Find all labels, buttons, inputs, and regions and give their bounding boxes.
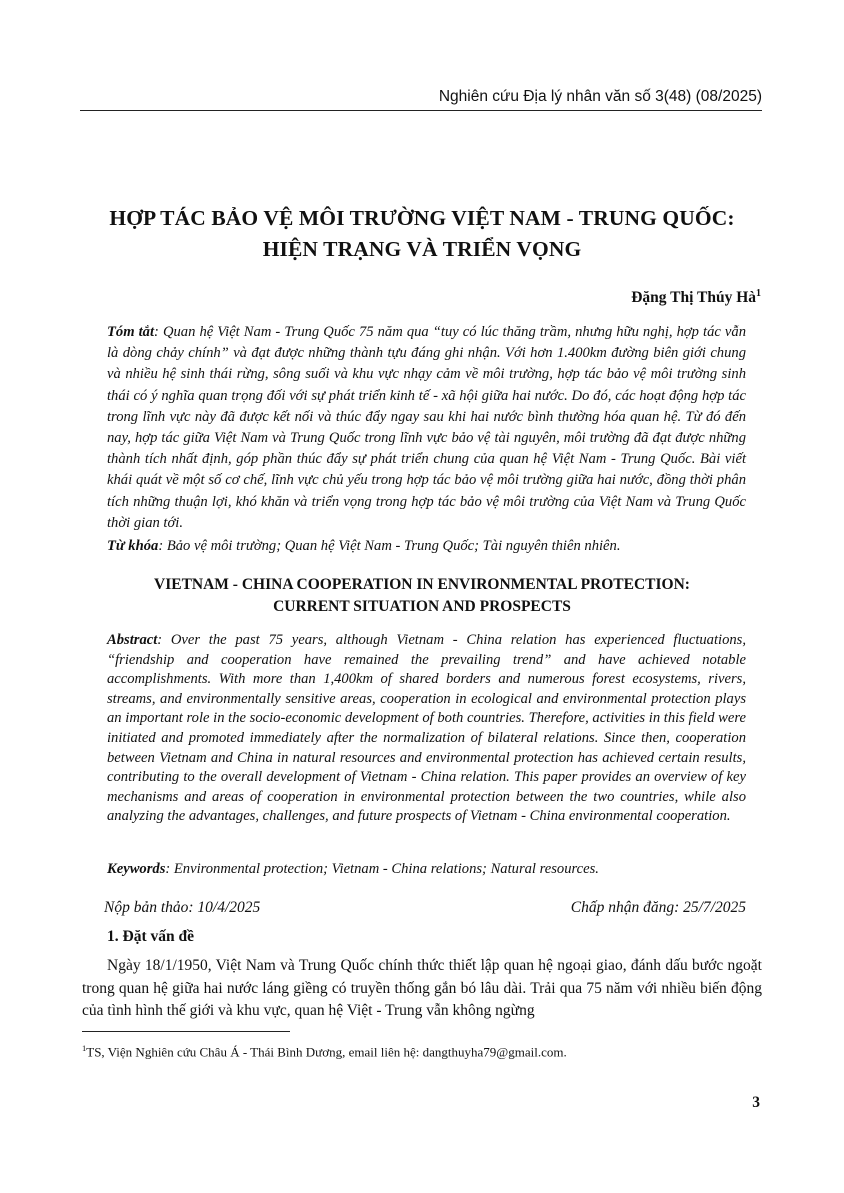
author-byline [631, 288, 761, 307]
keywords-en-text: : Environmental protection; Vietnam - China relations; Natural resources. [165, 861, 599, 877]
abstract-english [107, 631, 746, 827]
keywords-en-label: Keywords [107, 861, 166, 877]
title-vi-line-1: HỢP TÁC BẢO VỆ MÔI TRƯỜNG VIỆT NAM - TRUNG QUỐC: [109, 206, 735, 230]
keywords-vietnamese [107, 538, 746, 555]
abstract-en-label: Abstract [107, 632, 158, 648]
keywords-vi-label: Từ khóa [107, 538, 159, 554]
footnote-text: TS, Viện Nghiên cứu Châu Á - Thái Bình Dương, email liên hệ: dangthuyha79@gmail.com. [86, 1044, 567, 1060]
title-en-line-2: CURRENT SITUATION AND PROSPECTS [273, 598, 571, 615]
footnote [82, 1043, 567, 1060]
submitted-date: Nộp bản thảo: 10/4/2025 [104, 899, 261, 916]
keywords-english [107, 861, 746, 878]
article-title-english [60, 574, 784, 618]
journal-header [80, 88, 762, 111]
title-en-line-1: VIETNAM - CHINA COOPERATION IN ENVIRONMENTAL PROTECTION: [154, 576, 690, 593]
title-vi-line-2: HIỆN TRẠNG VÀ TRIỂN VỌNG [262, 237, 582, 261]
footnote-divider [82, 1031, 290, 1032]
abstract-en-text: : Over the past 75 years, although Vietnam - China relation has experienced fluctuations, “friendship and cooperation have remained the prevailing trend” and have achieved notable accomplishments. With more than 1,400km of shared borders and numerous forest ecosystems, rivers, streams, and environmentally sensitive areas, cooperation in ecological and environmental protection plays an important role in the socio-economic development of both countries. Therefore, activities in this field were initiated and promoted immediately after the normalization of bilateral relations. Since then, cooperation between Vietnam and China in natural resources and environmental protection has achieved certain results, contributing to the overall development of Vietnam - China relation. This paper provides an overview of key mechanisms and areas of cooperation in environmental protection between the two countries, while also analyzing the advantages, challenges, and future prospects of Vietnam - China environmental cooperation. [107, 632, 746, 825]
abstract-vi-text: : Quan hệ Việt Nam - Trung Quốc 75 năm qua “tuy có lúc thăng trầm, nhưng hữu nghị, hợp tác vẫn là dòng chảy chính” và đạt được những thành tựu đáng ghi nhận. Với hơn 1.400km đường biên giới chung và nhiều hệ sinh thái rừng, sông suối và khu vực nhạy cảm về môi trường, hợp tác bảo vệ môi trường sinh thái có ý nghĩa quan trọng đối với sự phát triển kinh tế - xã hội giữa hai nước. Do đó, các hoạt động hợp tác trong lĩnh vực này đã được kết nối và thúc đẩy ngay sau khi hai nước bình thường hóa quan hệ. Từ đó đến nay, hợp tác giữa Việt Nam và Trung Quốc trong lĩnh vực bảo vệ tài nguyên, môi trường đã đạt được những thành tích nhất định, góp phần thúc đẩy sự phát triển chung của quan hệ Việt Nam - Trung Quốc. Bài viết khái quát về một số cơ chế, lĩnh vực chủ yếu trong hợp tác bảo vệ môi trường giữa hai nước, đồng thời phân tích những thuận lợi, khó khăn và triển vọng trong hợp tác bảo vệ môi trường của Việt Nam và Trung Quốc thời gian tới. [107, 324, 746, 531]
submission-dates [104, 899, 746, 917]
journal-issue: Nghiên cứu Địa lý nhân văn số 3(48) (08/2025) [438, 88, 762, 105]
body-paragraph: Ngày 18/1/1950, Việt Nam và Trung Quốc chính thức thiết lập quan hệ ngoại giao, đánh dấu bước ngoặt trong quan hệ giữa hai nước láng giềng có truyền thống gắn bó lâu dài. Trải qua 75 năm với nhiều biến động của tình hình thế giới và khu vực, quan hệ Việt - Trung vẫn không ngừng [82, 957, 762, 1019]
accepted-date: Chấp nhận đăng: 25/7/2025 [570, 899, 746, 916]
footnote-mark: 1 [82, 1043, 87, 1053]
page-number: 3 [752, 1094, 760, 1111]
abstract-vi-label: Tóm tắt [107, 324, 155, 340]
author-footnote-mark: 1 [756, 288, 761, 299]
keywords-vi-text: : Bảo vệ môi trường; Quan hệ Việt Nam - Trung Quốc; Tài nguyên thiên nhiên. [158, 538, 621, 554]
abstract-vietnamese [107, 322, 746, 534]
author-name: Đặng Thị Thúy Hà [631, 289, 756, 307]
section-heading: 1. Đặt vấn đề [107, 928, 194, 945]
article-title-vietnamese [60, 203, 784, 265]
